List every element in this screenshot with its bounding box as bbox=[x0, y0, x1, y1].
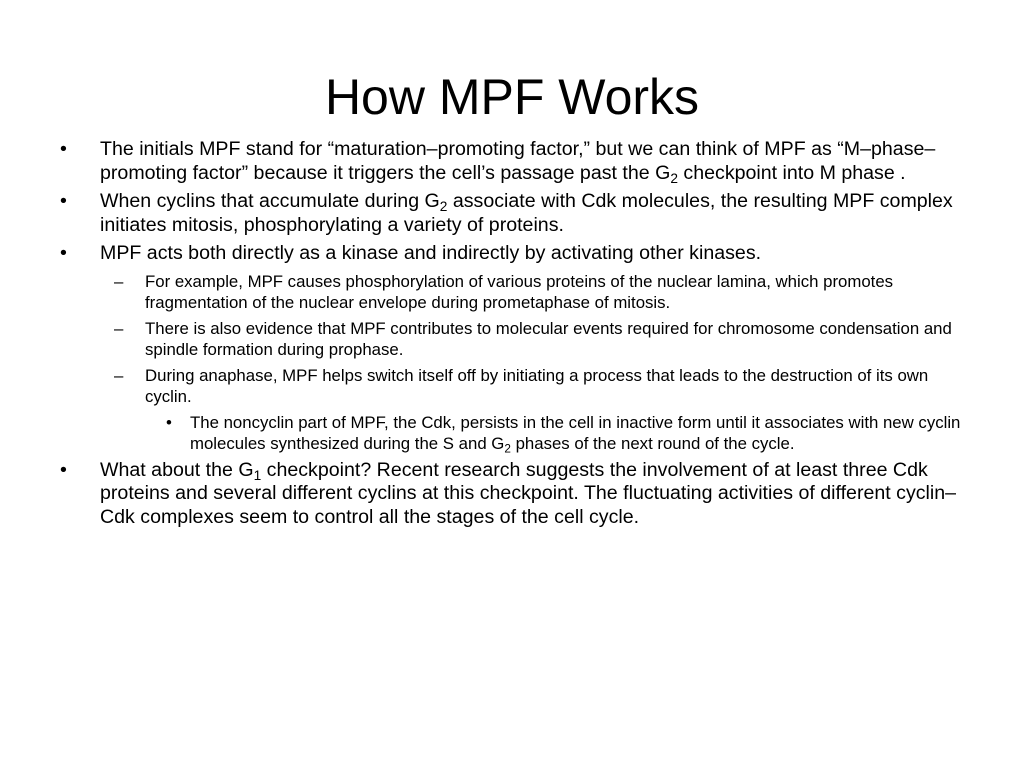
bullet-marker: • bbox=[166, 412, 172, 432]
dash-marker: – bbox=[114, 318, 124, 338]
bullet-item-level-1 bbox=[58, 190, 968, 237]
bullet-item-level-1 bbox=[58, 459, 968, 530]
bullet-item-level-1 bbox=[58, 242, 968, 266]
text-run: checkpoint into M phase . bbox=[677, 161, 906, 184]
bullet-item-level-3 bbox=[58, 412, 968, 454]
bullet-text bbox=[145, 271, 968, 313]
bullet-marker: • bbox=[60, 242, 67, 264]
subscript: 2 bbox=[439, 199, 448, 215]
bullet-item-level-2 bbox=[58, 365, 968, 407]
text-run: During anaphase, MPF helps switch itself off by initiating a process that leads to the destruction of its own cyclin. bbox=[145, 365, 929, 406]
bullet-text bbox=[100, 138, 968, 185]
bullet-item-level-1 bbox=[58, 138, 968, 185]
text-run: The noncyclin part of MPF, the Cdk, persists in the cell in inactive form until it associates with new cyclin molecules synthesized during the S and G bbox=[190, 412, 961, 453]
text-run: associate with Cdk molecules, the resulting MPF complex initiates mitosis, phosphorylating a variety of proteins. bbox=[100, 190, 953, 236]
subscript: 2 bbox=[504, 442, 511, 456]
subscript: 2 bbox=[670, 170, 678, 186]
dash-marker: – bbox=[114, 365, 124, 385]
bullet-text bbox=[145, 365, 968, 407]
subscript: 1 bbox=[253, 467, 262, 483]
bullet-marker: • bbox=[60, 138, 67, 160]
text-run: MPF acts both directly as a kinase and indirectly by activating other kinases. bbox=[100, 242, 762, 264]
bullet-text bbox=[190, 412, 968, 454]
slide-body bbox=[58, 138, 968, 534]
text-run: There is also evidence that MPF contributes to molecular events required for chromosome condensation and spindle formation during prophase. bbox=[145, 318, 952, 359]
bullet-text bbox=[145, 318, 968, 360]
text-run: The initials MPF stand for “maturation–promoting factor,” but we can think of MPF as “M–phase–promoting factor” because it triggers the cell’s passage past the G bbox=[100, 138, 936, 184]
bullet-marker: • bbox=[60, 458, 67, 481]
text-run: phases of the next round of the cycle. bbox=[510, 433, 795, 453]
slide-title: How MPF Works bbox=[324, 69, 700, 125]
dash-marker: – bbox=[114, 271, 124, 291]
text-run: What about the G bbox=[100, 458, 254, 481]
bullet-text bbox=[100, 242, 968, 266]
text-run: For example, MPF causes phosphorylation of various proteins of the nuclear lamina, which promotes fragmentation of the nuclear envelope during prometaphase of mitosis. bbox=[145, 271, 894, 312]
text-run: checkpoint? Recent research suggests the involvement of at least three Cdk proteins and several different cyclins at this checkpoint. The fluctuating activities of different cyclin–Cdk complexes seem to control all the stages of the cell cycle. bbox=[100, 458, 957, 528]
bullet-text bbox=[100, 190, 968, 237]
bullet-text bbox=[100, 459, 968, 530]
bullet-item-level-2 bbox=[58, 318, 968, 360]
text-run: When cyclins that accumulate during G bbox=[100, 190, 440, 212]
bullet-marker: • bbox=[60, 190, 67, 212]
bullet-item-level-2 bbox=[58, 271, 968, 313]
